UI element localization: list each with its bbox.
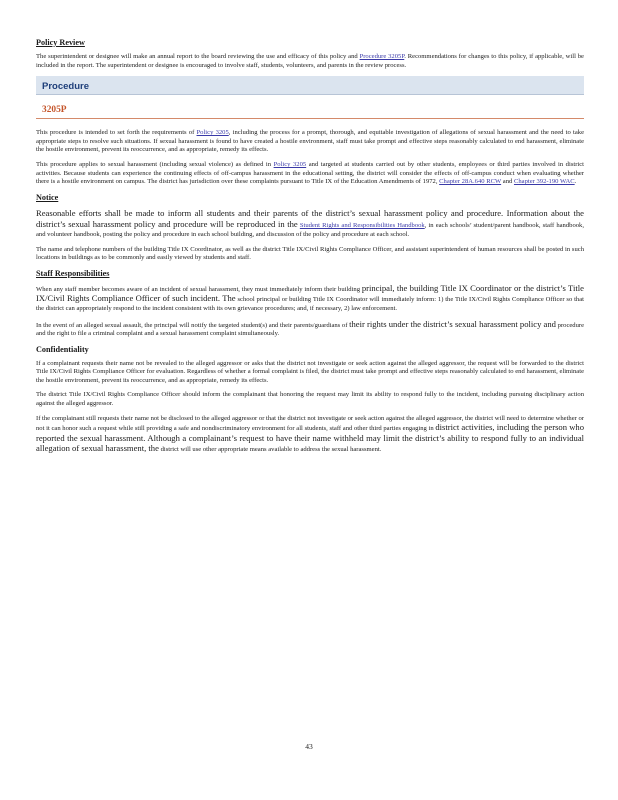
page-number: 43 <box>305 742 313 751</box>
procedure-3205p-link[interactable]: Procedure 3205P <box>359 53 405 60</box>
handbook-link[interactable]: Student Rights and Responsibilities Handbook <box>299 222 425 230</box>
policy-3205-link[interactable]: Policy 3205 <box>196 129 229 137</box>
document-page <box>36 38 584 461</box>
confidentiality-paragraph-1: If a complainant requests their name not be revealed to the alleged aggressor or asks that the district not investigate or seek action against the alleged aggressor, the request will be forwarded to the district Title IX/Civil Rights Compliance Officer for evaluation. Regardless of whether a formal complaint is filed, the district must take prompt and effective steps reasonably calculated to end harassment, eliminate the hostile environment, prevent its reoccurrence, and as appropriate, remedy its effects. <box>36 359 584 384</box>
confidentiality-paragraph-2: The district Title IX/Civil Rights Compliance Officer should inform the complainant that honoring the request may limit its ability to respond fully to the incident, including pursuing disciplinary action against the alleged aggressor. <box>36 391 584 408</box>
procedure-banner-title: Procedure <box>42 81 89 93</box>
intro-paragraph-2: This procedure applies to sexual harassment (including sexual violence) as defined in Policy 3205 and targeted at students carried out by other students, employees or third parties involved in district activities. Because students can experience the continuing effects of off-campus harassment in the educational setting, the district will consider the effects of off-campus conduct when evaluating whether there is a hostile environment on campus. The district has jurisdiction over these complaints pursuant to Title IX of the Education Amendments of 1972, Chapter 28A.640 RCW and Chapter 392-190 WAC. <box>36 160 584 186</box>
procedure-banner <box>36 76 584 95</box>
confidentiality-heading: Confidentiality <box>36 344 89 354</box>
confidentiality-paragraph-3: If the complainant still requests their name not be disclosed to the alleged aggressor or that the district not investigate or seek action against the alleged aggressor, the district will need to determine whether or not it can honor such a request while still providing a safe and nondiscriminatory environment for all students, staff and other third parties engaging in district activities, including the person who reported the sexual harassment. Although a complainant’s request to have their name withheld may limit the district’s ability to respond fully to an individual allegation of sexual harassment, the district will use other appropriate means available to address the sexual harassment. <box>36 414 585 454</box>
section-id: 3205P <box>42 105 67 116</box>
staff-paragraph-2: In the event of an alleged sexual assault, the principal will notify the targeted student(s) and their parents/guardians of their rights under the district’s sexual harassment policy and procedure and the right to file a criminal complaint and a sexual harassment complaint simultaneously. <box>36 318 585 338</box>
policy-review-heading: Policy Review <box>36 38 85 47</box>
policy-3205-link-2[interactable]: Policy 3205 <box>273 160 307 168</box>
intro-paragraph-1: This procedure is intended to set forth the requirements of Policy 3205, including the process for a prompt, thorough, and equitable investigation of allegations of sexual harassment and the need to take appropriate steps to resolve such situations. If sexual harassment is found to have created a hostile environment, staff must take prompt and effective steps reasonably calculated to end harassment, eliminate the hostile environment, prevent its reoccurrence, and as appropriate, remedy its effects. <box>36 129 584 154</box>
policy-review-paragraph: The superintendent or designee will make an annual report to the board reviewing the use and efficacy of this policy and Procedure 3205P. Recommendations for changes to this policy, if applicable, will be included in the report. The superintendent or designee is encouraged to involve staff, students, volunteers, and parents in the review process. <box>36 53 584 69</box>
notice-paragraph-1: Reasonable efforts shall be made to inform all students and their parents of the district’s sexual harassment policy and procedure. Information about the district’s sexual harassment policy and procedure will be reproduced in the Student Rights and Responsibilities Handbook, in each schools’ student/parent handbook, staff handbook, and volunteer handbook, posting the policy and procedure in each school building, and discussion of the policy and procedure at each school. <box>36 207 584 238</box>
staff-paragraph-1: When any staff member becomes aware of an incident of sexual harassment, they must immediately inform their building principal, the building Title IX Coordinator or the district’s Title IX/Civil Rights Compliance Officer of such incident. The school principal or building Title IX Coordinator will immediately inform: 1) the Title IX/Civil Rights Compliance Officer so that the district can appropriately respond to the incident consistent with its own grievance procedures; and, if necessary, 2) law enforcement. <box>36 282 584 312</box>
notice-heading: Notice <box>36 192 59 202</box>
staff-responsibilities-heading: Staff Responsibilities <box>36 268 110 278</box>
notice-paragraph-2: The name and telephone numbers of the building Title IX Coordinator, as well as the district Title IX/Civil Rights Compliance Officer, and assistant superintendent of human resources shall be posted in such locations in buildings as to be commonly and easily viewed by students and staff. <box>36 245 584 262</box>
wac-chapter-link[interactable]: Chapter 392-190 WAC <box>513 178 575 186</box>
section-divider <box>36 118 584 119</box>
rcw-chapter-link[interactable]: Chapter 28A.640 RCW <box>439 178 502 186</box>
